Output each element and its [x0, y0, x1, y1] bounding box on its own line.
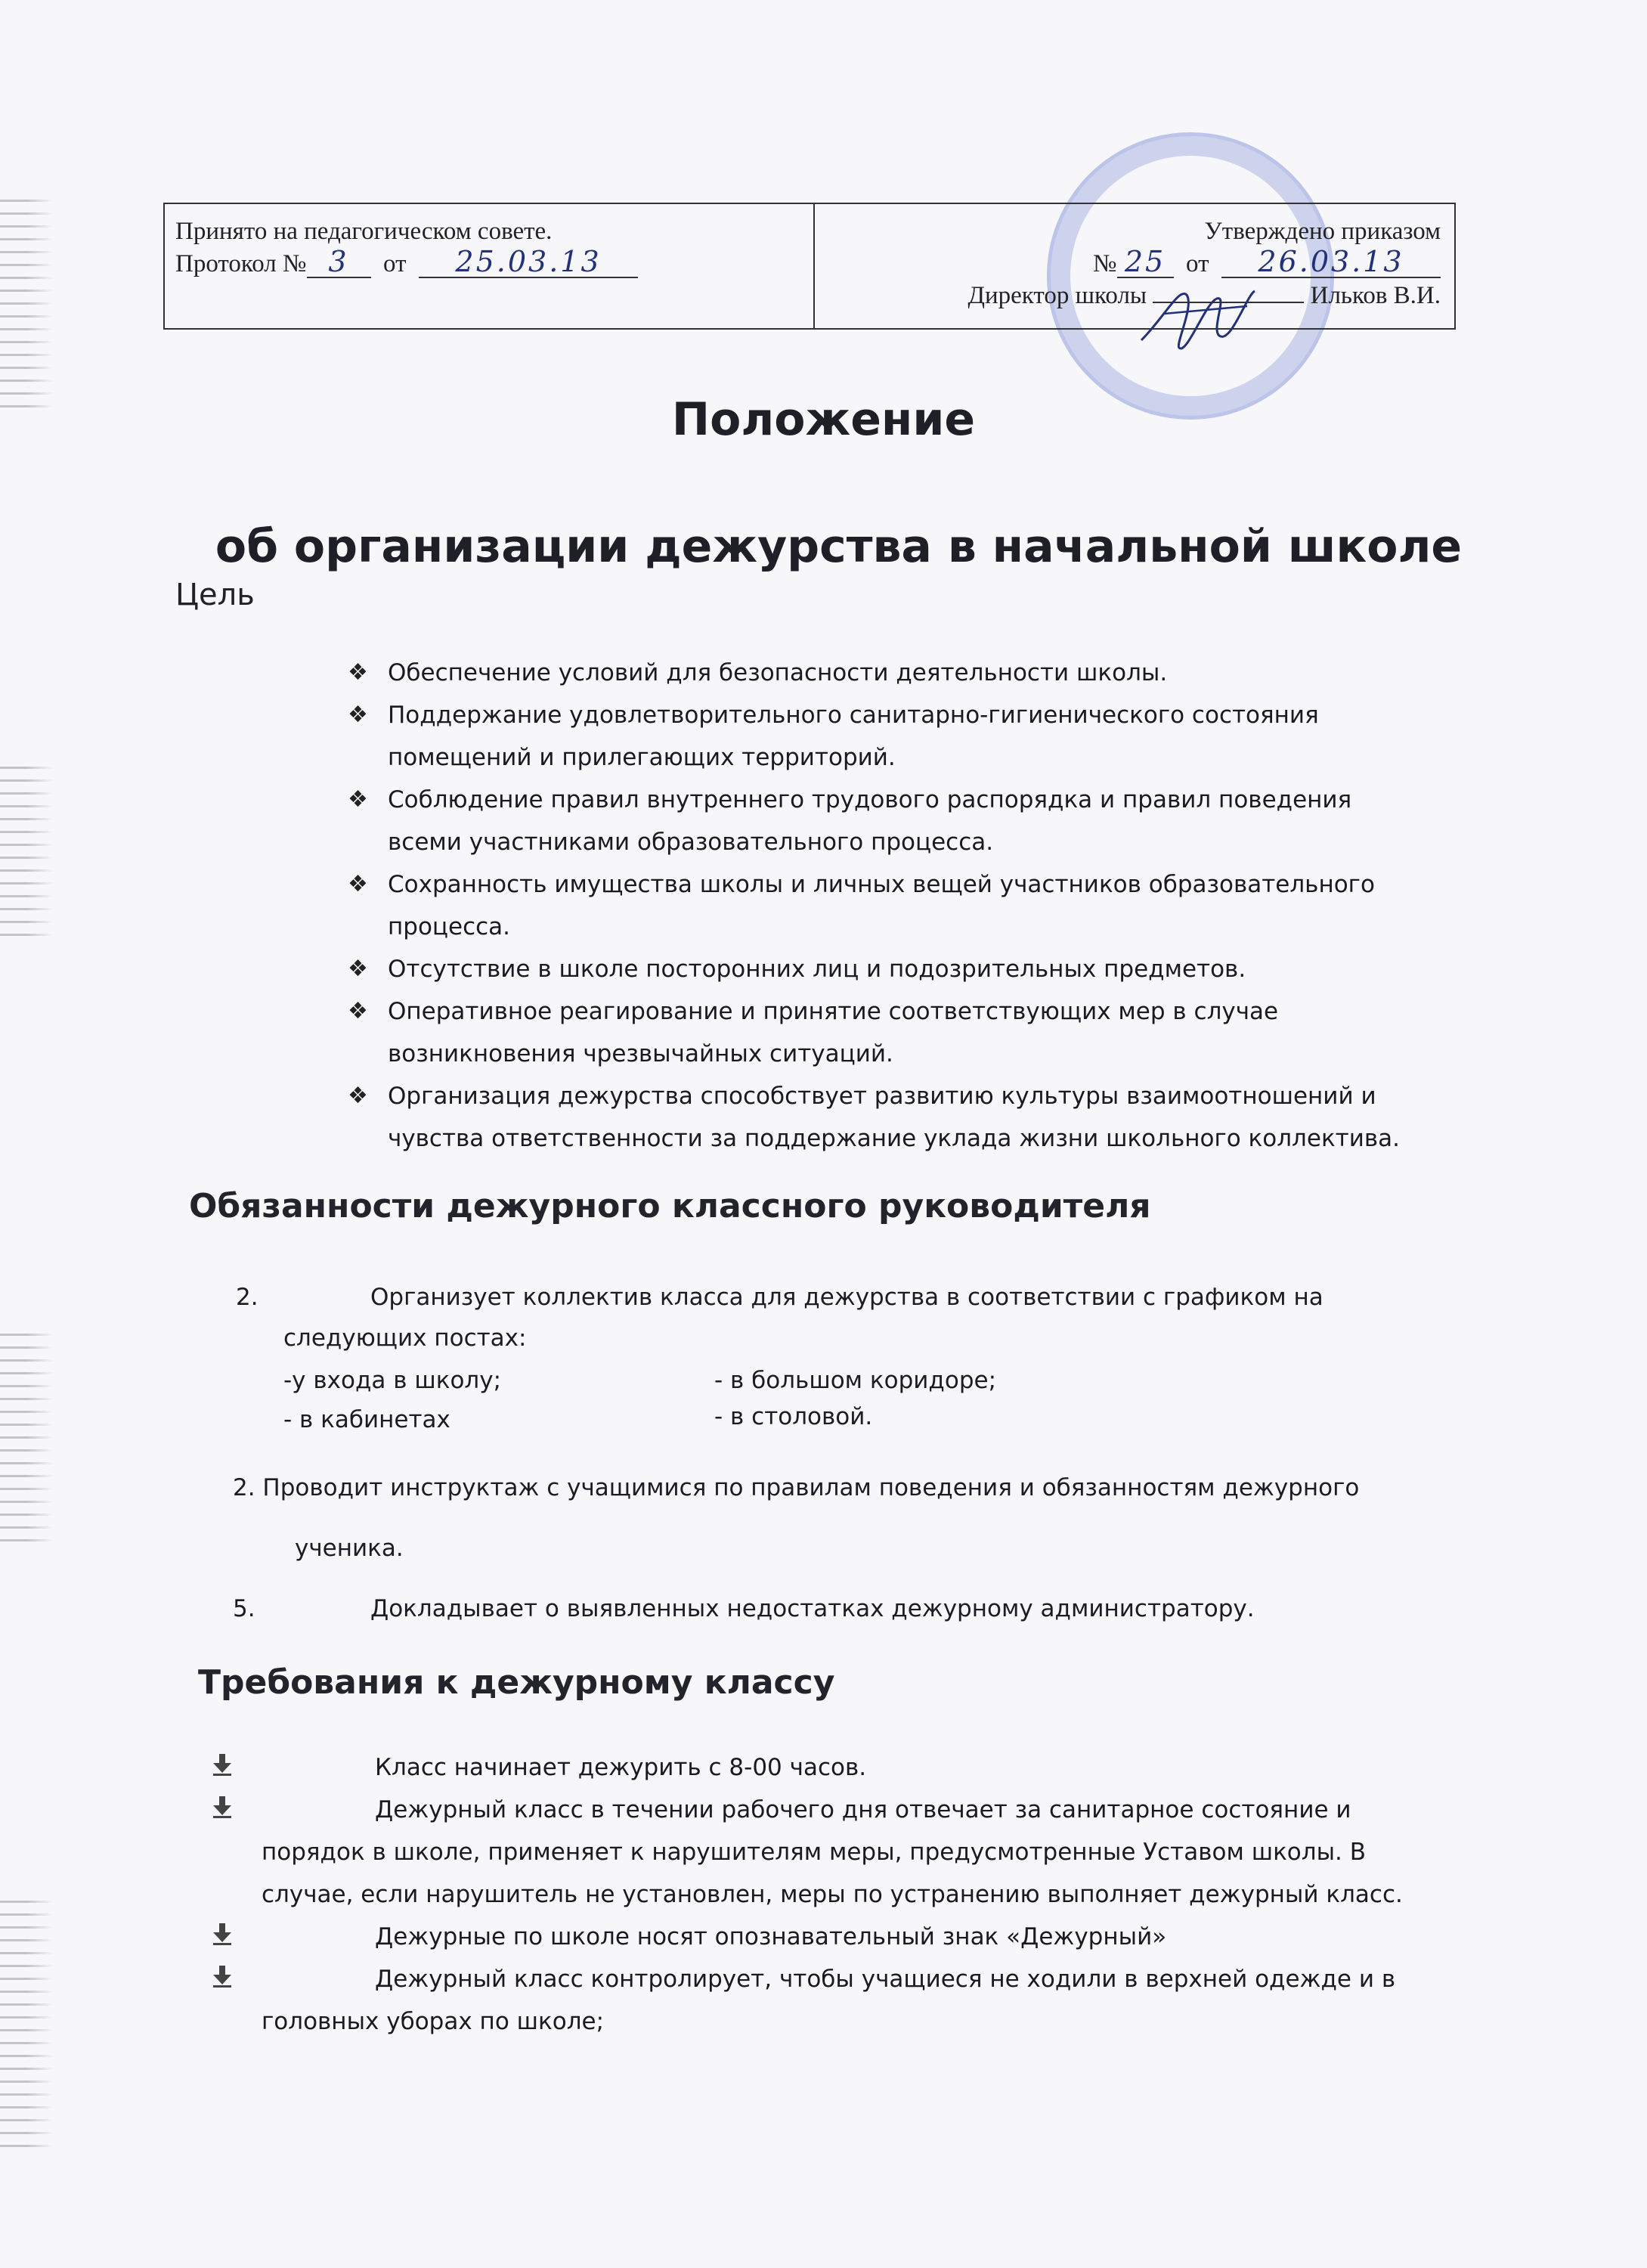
goal-item-text: Сохранность имущества школы и личных вещей участников образовательного: [388, 871, 1375, 898]
duty-3-number: 5.: [233, 1595, 255, 1622]
requirement-text: случае, если нарушитель не установлен, меры по устранению выполняет дежурный класс.: [262, 1881, 1403, 1908]
requirement-text: порядок в школе, применяет к нарушителям меры, предусмотренные Уставом школы. В: [262, 1839, 1367, 1866]
goal-item-text: Соблюдение правил внутреннего трудового распорядка и правил поведения: [388, 786, 1352, 813]
scan-edge-artifact: [0, 756, 53, 945]
post-classrooms: - в кабинетах: [283, 1406, 450, 1433]
diamond-bullet-icon: ❖: [348, 871, 368, 897]
order-from: от: [1173, 250, 1221, 277]
requirement-item: [174, 1916, 1569, 1958]
protocol-from: от: [370, 250, 419, 277]
goal-item: [348, 948, 1461, 990]
scan-edge-artifact: [0, 1323, 53, 1550]
diamond-bullet-icon: ❖: [348, 1083, 368, 1109]
goal-item-text: возникновения чрезвычайных ситуаций.: [388, 1040, 893, 1067]
director-name: Ильков В.И.: [1310, 282, 1441, 309]
scan-edge-artifact: [0, 189, 53, 416]
goal-item-text: Отсутствие в школе посторонних лиц и подозрительных предметов.: [388, 956, 1246, 983]
protocol-date: 25.03.13: [419, 246, 638, 278]
requirement-item: [174, 1958, 1569, 2043]
post-corridor: - в большом коридоре;: [714, 1367, 997, 1394]
pedagogical-council-cell: [165, 204, 815, 328]
scan-edge-artifact: [0, 1890, 53, 2155]
diamond-bullet-icon: ❖: [348, 786, 368, 813]
order-date: 26.03.13: [1221, 246, 1441, 278]
goal-item-text: всеми участниками образовательного процесса.: [388, 829, 994, 856]
duty-1-text-cont: следующих постах:: [283, 1325, 527, 1352]
requirement-text: Дежурные по школе носят опознавательный знак «Дежурный»: [375, 1923, 1167, 1950]
arrow-down-bullet-icon: [210, 1752, 234, 1777]
arrow-down-bullet-icon: [210, 1795, 234, 1819]
requirements-heading: Требования к дежурному классу: [198, 1663, 835, 1702]
diamond-bullet-icon: ❖: [348, 702, 368, 728]
director-signature: [1134, 272, 1262, 363]
arrow-down-bullet-icon: [210, 1964, 234, 1988]
requirement-text: Дежурный класс в течении рабочего дня отвечает за санитарное состояние и: [375, 1796, 1351, 1823]
diamond-bullet-icon: ❖: [348, 956, 368, 982]
requirement-text: Дежурный класс контролирует, чтобы учащиеся не ходили в верхней одежде и в: [375, 1966, 1396, 1993]
arrow-down-bullet-icon: [210, 1922, 234, 1946]
goal-item-text: Обеспечение условий для безопасности деятельности школы.: [388, 659, 1168, 686]
goal-item: [348, 694, 1461, 779]
diamond-bullet-icon: ❖: [348, 998, 368, 1024]
council-line: Принято на педагогическом совете.: [175, 218, 553, 245]
goal-item-text: чувства ответственности за поддержание уклада жизни школьного коллектива.: [388, 1125, 1400, 1152]
goal-item: [348, 990, 1461, 1075]
duties-heading: Обязанности дежурного классного руководителя: [189, 1187, 1151, 1225]
goal-heading: Цель: [175, 578, 255, 612]
protocol-number: 3: [307, 246, 371, 278]
requirement-item: [174, 1746, 1569, 1789]
document-subtitle: об организации дежурства в начальной школе: [215, 520, 1463, 573]
requirement-text: головных уборах по школе;: [262, 2008, 605, 2035]
duty-2-text: 2. Проводит инструктаж с учащимися по правилам поведения и обязанностям дежурного: [233, 1474, 1360, 1501]
goal-item-text: процесса.: [388, 913, 511, 940]
goal-item: [348, 779, 1461, 863]
diamond-bullet-icon: ❖: [348, 659, 368, 686]
post-canteen: - в столовой.: [714, 1403, 873, 1430]
goal-item-text: Организация дежурства способствует развитию культуры взаимоотношений и: [388, 1083, 1376, 1110]
goal-item-text: Поддержание удовлетворительного санитарно-гигиенического состояния: [388, 702, 1319, 729]
director-label: Директор школы: [967, 282, 1147, 309]
post-entrance: -у входа в школу;: [283, 1367, 502, 1394]
protocol-line: [175, 246, 803, 279]
duty-1-text: Организует коллектив класса для дежурства в соответствии с графиком на: [370, 1284, 1323, 1311]
goal-item: [348, 1075, 1461, 1160]
goal-item-text: помещений и прилегающих территорий.: [388, 744, 896, 771]
document-title: Положение: [671, 393, 976, 446]
order-label: №: [1093, 250, 1117, 277]
goal-item: [348, 652, 1461, 694]
order-number: 25: [1117, 246, 1174, 278]
requirement-text: Класс начинает дежурить с 8-00 часов.: [375, 1754, 867, 1781]
duty-2-text-cont: ученика.: [295, 1535, 404, 1562]
protocol-label: Протокол №: [175, 250, 307, 277]
goal-item-text: Оперативное реагирование и принятие соответствующих мер в случае: [388, 998, 1279, 1025]
duty-3-text: Докладывает о выявленных недостатках дежурному администратору.: [370, 1595, 1255, 1622]
requirement-item: [174, 1789, 1569, 1916]
order-title: Утверждено приказом: [1204, 218, 1441, 245]
duty-1-number: 2.: [236, 1284, 259, 1311]
goal-item: [348, 863, 1461, 948]
